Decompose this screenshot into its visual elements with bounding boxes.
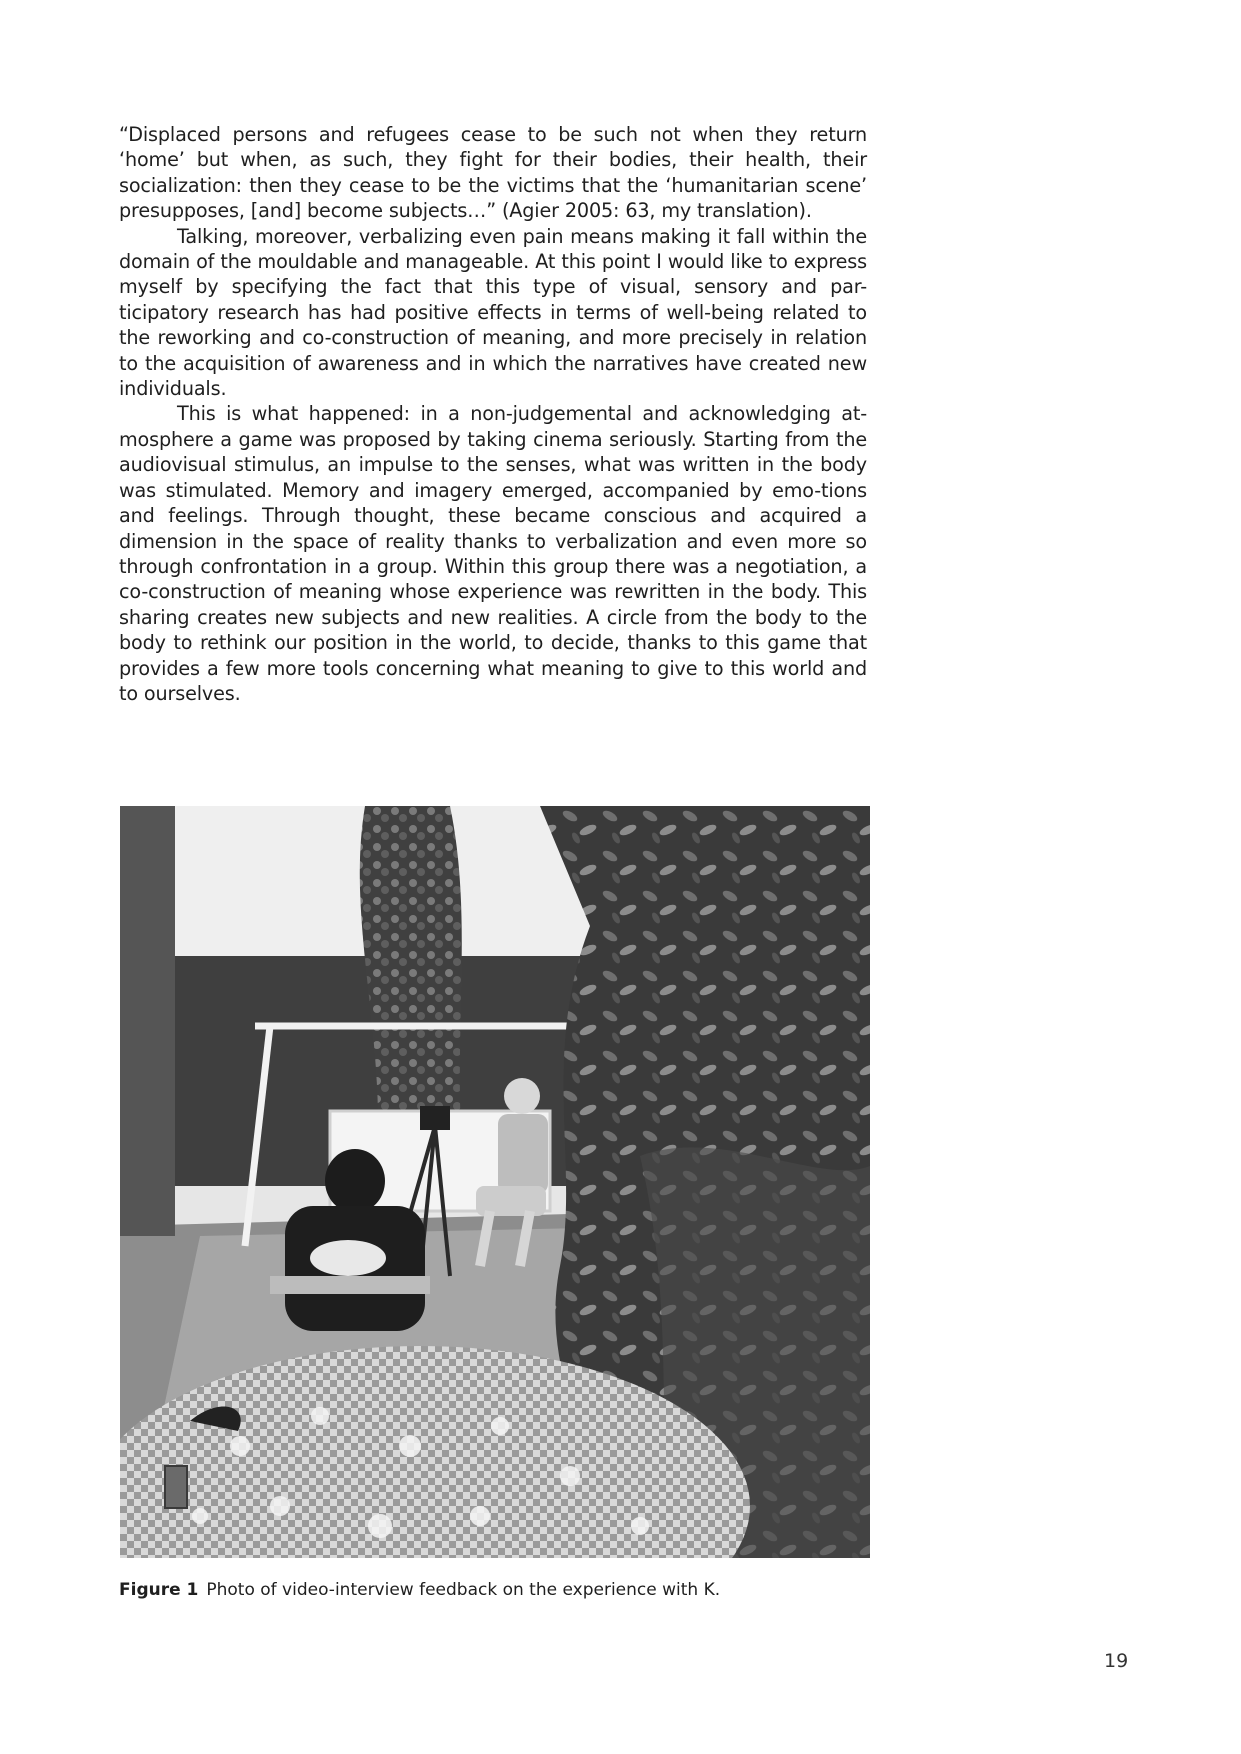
figure-caption bbox=[119, 1579, 879, 1601]
figure-caption-text: Photo of video-interview feedback on the experience with K. bbox=[206, 1580, 721, 1600]
paragraph-quote: “Displaced persons and refugees cease to be such not when they return ‘home’ but when, as such, they fight for their bodies, their health, their socialization: then they cease to be the victims that the ‘humanitarian scene’ presupposes, [and] become subjects…” (Agier 2005: 63, my translation). bbox=[119, 123, 867, 223]
figure-photo bbox=[120, 806, 870, 1558]
body-text bbox=[119, 122, 867, 706]
page-number: 19 bbox=[1104, 1650, 1129, 1672]
figure-label: Figure 1 bbox=[119, 1580, 199, 1600]
paragraph-happened: This is what happened: in a non-judgemental and acknowledging at-mosphere a game was proposed by taking cinema seriously. Starting from the audiovisual stimulus, an impulse to the senses, what was written in the body was stimulated. Memory and imagery emerged, accompanied by emo-tions and feelings. Through thought, these became conscious and acquired a dimension in the space of reality thanks to verbalization and even more so through confrontation in a group. Within this group there was a negotiation, a co-construction of meaning whose experience was rewritten in the body. This sharing creates new subjects and new realities. A circle from the body to the body to rethink our position in the world, to decide, thanks to this game that provides a few more tools concerning what meaning to give to this world and to ourselves. bbox=[119, 402, 867, 705]
paragraph-talking: Talking, moreover, verbalizing even pain means making it fall within the domain of the mouldable and manageable. At this point I would like to express myself by specifying the fact that this type of visual, sensory and par-ticipatory research has had positive effects in terms of well-being related to the reworking and co-construction of meaning, and more precisely in relation to the acquisition of awareness and in which the narratives have created new individuals. bbox=[119, 224, 867, 401]
